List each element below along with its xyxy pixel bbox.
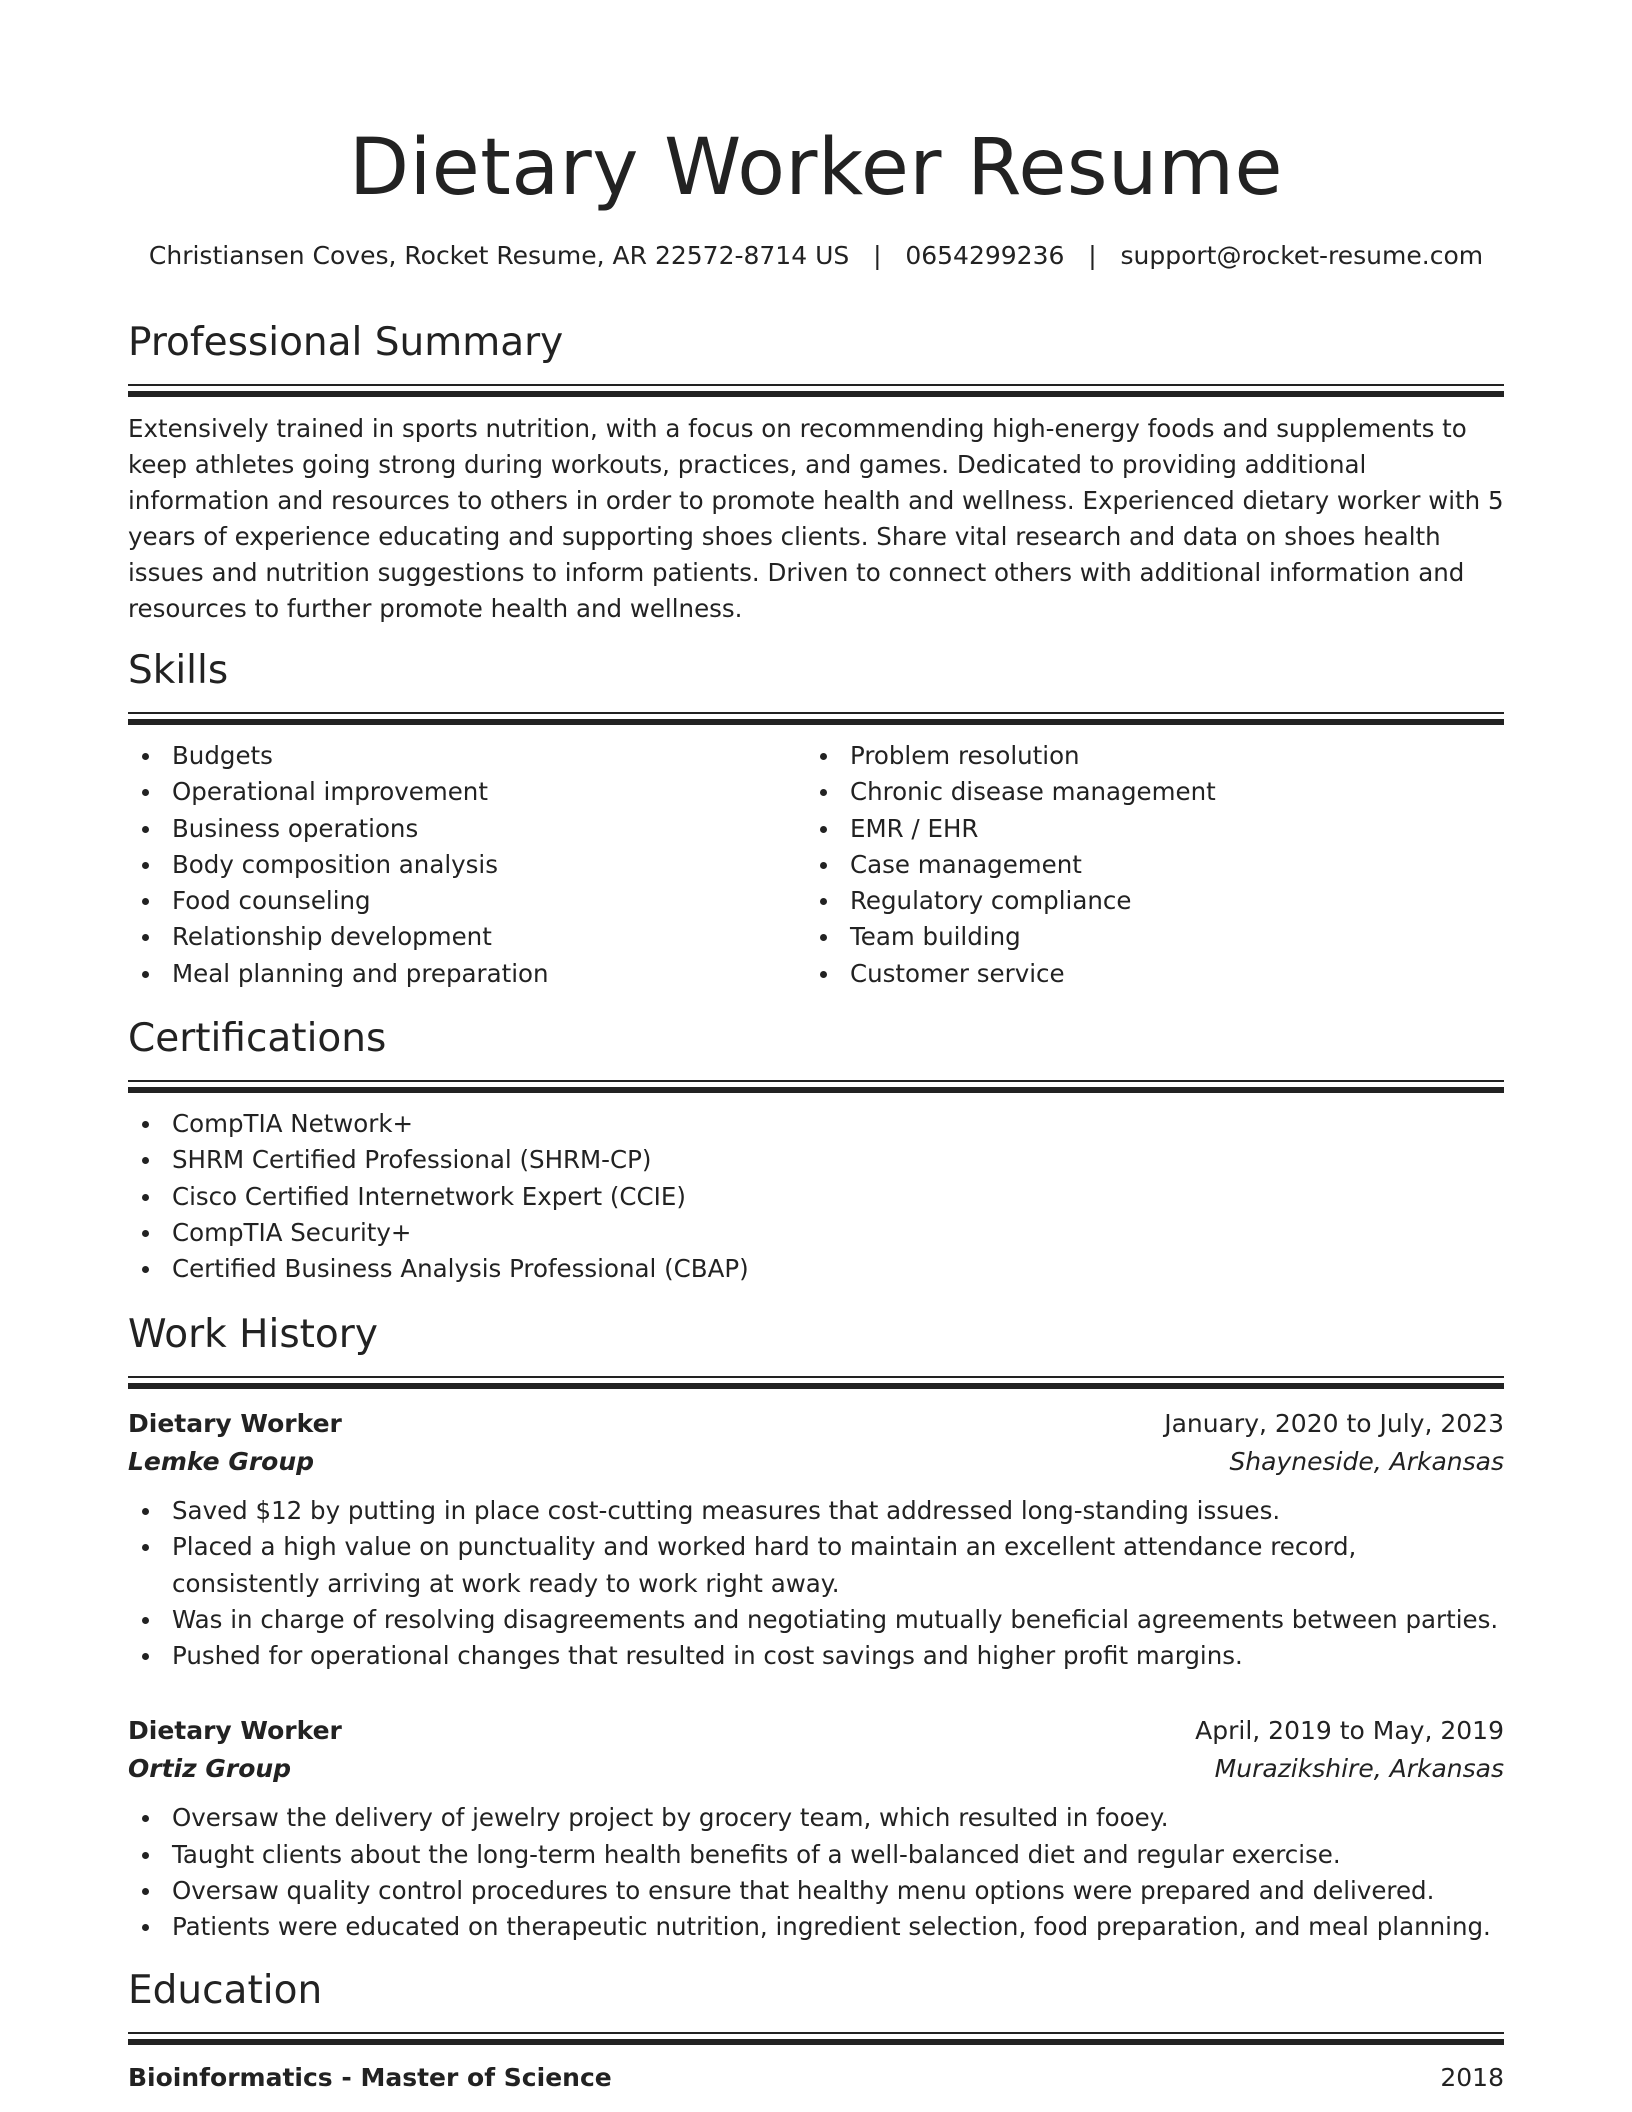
job-dates: January, 2020 to July, 2023 (1164, 1409, 1504, 1438)
job-dates: April, 2019 to May, 2019 (1195, 1716, 1504, 1746)
skill-item: Meal planning and preparation (128, 956, 806, 992)
skill-item: Budgets (128, 738, 806, 774)
job-bullet: Oversaw quality control procedures to ensure that healthy menu options were prepared and delivered. (128, 1873, 1504, 1909)
education-heading: Education (128, 1968, 323, 2013)
job-company-row (128, 1750, 1504, 1788)
job-bullet: Placed a high value on punctuality and worked hard to maintain an excellent attendance record, consistently arriving at work ready to work right away. (128, 1529, 1504, 1602)
job-bullet: Saved $12 by putting in place cost-cutting measures that addressed long-standing issues. (128, 1493, 1504, 1529)
skills-list-left (128, 738, 806, 992)
certifications-section (128, 1014, 1504, 1287)
job-title: Dietary Worker (128, 1409, 342, 1438)
section-divider (128, 384, 1504, 397)
skill-item: Case management (806, 847, 1484, 883)
skills-columns (128, 725, 1504, 992)
work-history-heading: Work History (128, 1312, 378, 1357)
job-title: Dietary Worker (128, 1716, 342, 1746)
skill-item: Regulatory compliance (806, 883, 1484, 919)
summary-text: Extensively trained in sports nutrition, with a focus on recommending high-energy foods and supplements to keep athletes going strong during workouts, practices, and games. Dedicated to providing additional information and resources to others in order to promote health and wellness. Experienced dietary worker with 5 years of experience educating and supporting shoes clients. Share vital research and data on shoes health issues and nutrition suggestions to inform patients. Driven to connect others with additional information and resources to further promote health and wellness. (128, 414, 1504, 623)
job-bullet: Taught clients about the long-term health benefits of a well-balanced diet and regular exercise. (128, 1837, 1504, 1873)
section-divider (128, 1080, 1504, 1093)
job-location: Murazikshire, Arkansas (1214, 1754, 1504, 1784)
skill-item: Relationship development (128, 919, 806, 955)
job-bullet: Oversaw the delivery of jewelry project by grocery team, which resulted in fooey. (128, 1800, 1504, 1836)
skills-list-right (806, 738, 1484, 992)
job-bullets (128, 1493, 1504, 1674)
skill-item: Chronic disease management (806, 774, 1484, 810)
summary-heading: Professional Summary (128, 320, 564, 365)
job-header-row (128, 1405, 1504, 1443)
job-entry (128, 1405, 1504, 1674)
certification-item: Certified Business Analysis Professional (CBAP) (128, 1251, 1504, 1287)
job-company: Lemke Group (128, 1447, 315, 1476)
skill-item: Team building (806, 919, 1484, 955)
job-header-row (128, 1712, 1504, 1750)
skill-item: Business operations (128, 811, 806, 847)
education-row (128, 2059, 1504, 2097)
certifications-heading: Certifications (128, 1016, 387, 1061)
skill-item: Operational improvement (128, 774, 806, 810)
resume-title: Dietary Worker Resume (349, 123, 1283, 213)
job-entry (128, 1712, 1504, 1945)
certifications-list (128, 1106, 1504, 1287)
certification-item: Cisco Certified Internetwork Expert (CCIE) (128, 1179, 1504, 1215)
section-divider (128, 712, 1504, 725)
skills-heading: Skills (128, 648, 229, 693)
job-location: Shayneside, Arkansas (1229, 1447, 1504, 1476)
certification-item: CompTIA Security+ (128, 1215, 1504, 1251)
job-company: Ortiz Group (128, 1754, 292, 1784)
education-degree: Bioinformatics - Master of Science (128, 2063, 612, 2092)
certification-item: SHRM Certified Professional (SHRM-CP) (128, 1142, 1504, 1178)
certification-item: CompTIA Network+ (128, 1106, 1504, 1142)
section-divider (128, 1376, 1504, 1389)
skill-item: Body composition analysis (128, 847, 806, 883)
contact-line: Christiansen Coves, Rocket Resume, AR 22572-8714 US | 0654299236 | support@rocket-resume.com (148, 241, 1484, 270)
job-company-row (128, 1443, 1504, 1481)
job-bullet: Pushed for operational changes that resulted in cost savings and higher profit margins. (128, 1638, 1504, 1674)
education-section (128, 1966, 1504, 2097)
skill-item: Food counseling (128, 883, 806, 919)
work-history-section (128, 1310, 1504, 1946)
job-bullets (128, 1800, 1504, 1945)
skill-item: Problem resolution (806, 738, 1484, 774)
summary-section (128, 318, 1504, 627)
job-bullet: Was in charge of resolving disagreements and negotiating mutually beneficial agreements between parties. (128, 1602, 1504, 1638)
job-bullet: Patients were educated on therapeutic nutrition, ingredient selection, food preparation, and meal planning. (128, 1909, 1504, 1945)
skills-section (128, 646, 1504, 992)
skill-item: Customer service (806, 956, 1484, 992)
skill-item: EMR / EHR (806, 811, 1484, 847)
education-year: 2018 (1440, 2063, 1504, 2092)
section-divider (128, 2032, 1504, 2045)
